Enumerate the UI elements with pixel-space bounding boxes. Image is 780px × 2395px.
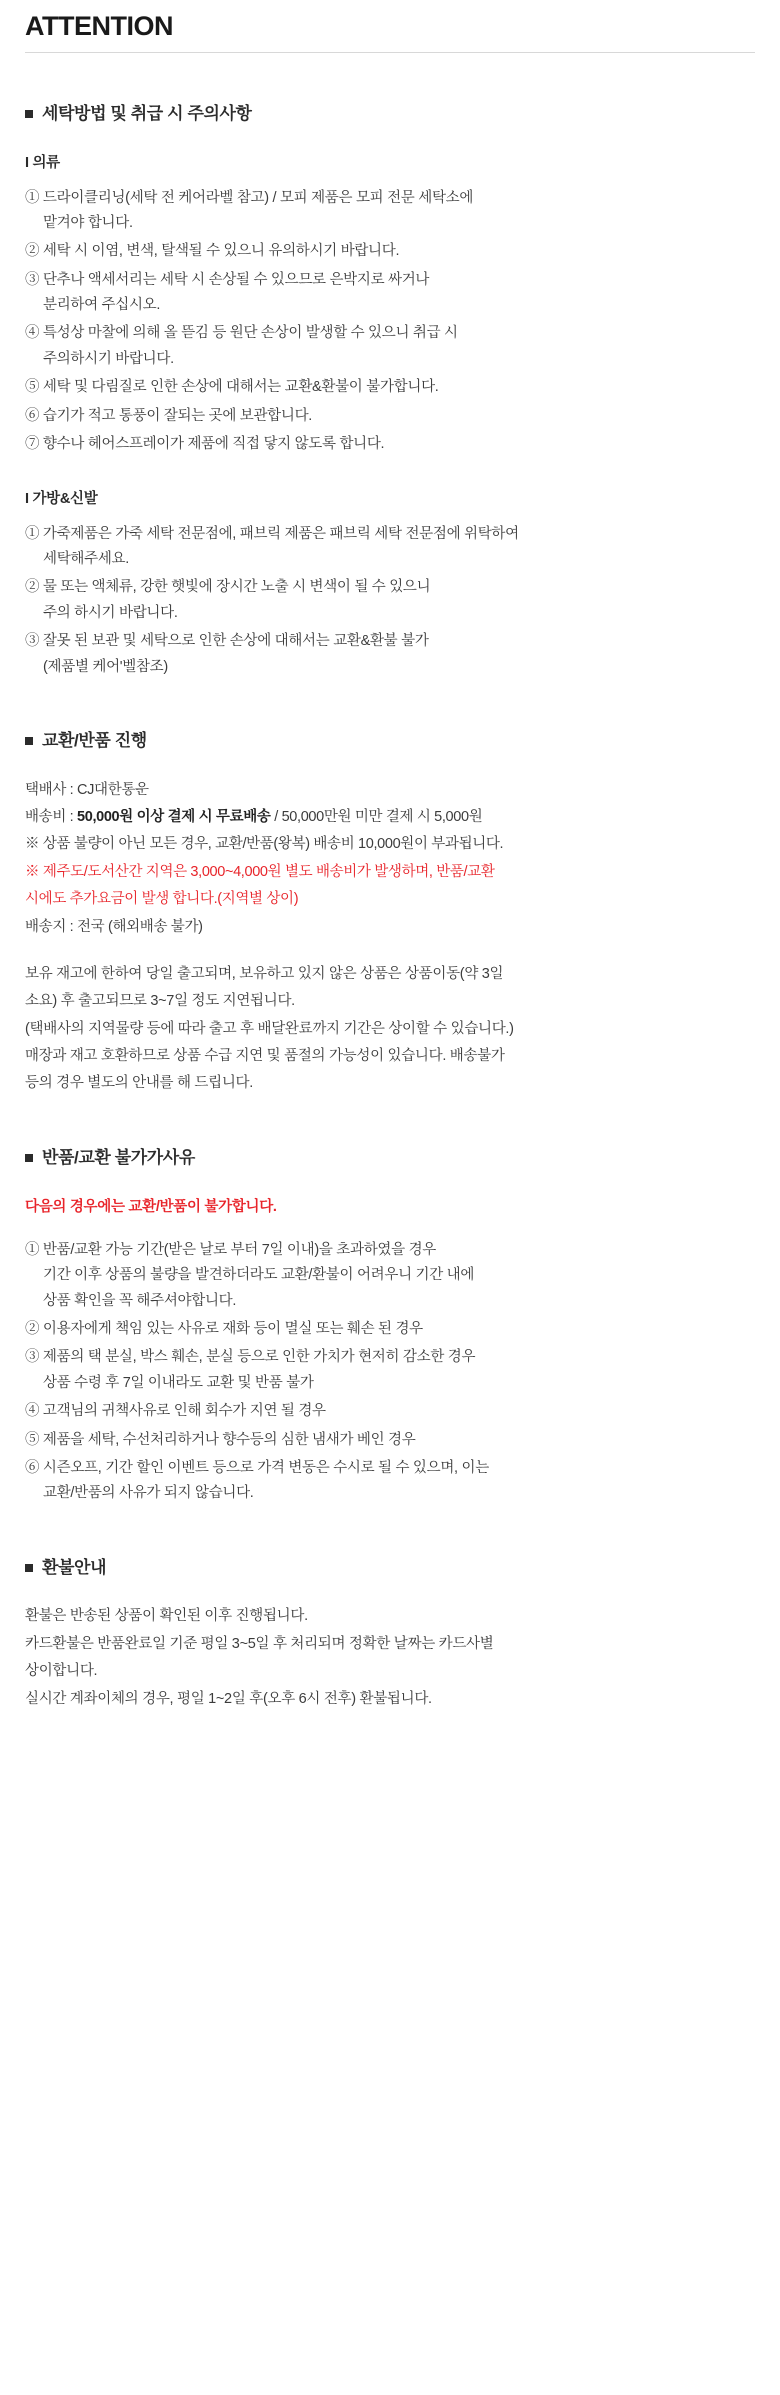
list-item-line: ⑤ 제품을 세탁, 수선처리하거나 향수등의 심한 냄새가 베인 경우: [25, 1431, 416, 1448]
list-item: [25, 375, 755, 400]
list-item-line: 세탁해주세요.: [43, 551, 129, 568]
list-item-line: 주의 하시기 바랍니다.: [43, 604, 178, 621]
destination-value: 전국 (해외배송 불가): [77, 918, 203, 935]
list-item: [25, 575, 755, 626]
shipping-note-1: ※ 상품 불량이 아닌 모든 경우, 교환/반품(왕복) 배송비 10,000원이 부과됩니다.: [25, 836, 504, 853]
section-heading-exchange: [25, 726, 755, 756]
bullet-square-icon: [25, 1154, 33, 1162]
shipping-fee-label: 배송비 :: [25, 809, 78, 826]
list-item-line: ⑥ 습기가 적고 통풍이 잘되는 곳에 보관합니다.: [25, 407, 313, 424]
section-heading-non-returnable: [25, 1143, 755, 1173]
refund-paragraph: 상이합니다.: [25, 1663, 98, 1680]
exchange-paragraph: 매장과 재고 호환하므로 상품 수급 지연 및 품절의 가능성이 있습니다. 배송불가: [25, 1048, 505, 1065]
list-item-line: ③ 단추나 액세서리는 세탁 시 손상될 수 있으므로 은박지로 싸거나: [25, 271, 430, 288]
section-heading-washing-label: 세탁방법 및 취급 시 주의사항: [42, 104, 252, 124]
shipping-fee-rest: / 50,000만원 미만 결제 시 5,000원: [270, 809, 483, 826]
bullet-square-icon: [25, 737, 33, 745]
refund-paragraph: 실시간 계좌이체의 경우, 평일 1~2일 후(오후 6시 전후) 환불됩니다.: [25, 1690, 432, 1707]
section-heading-washing: [25, 99, 755, 129]
list-item-line: ② 이용자에게 책임 있는 사유로 재화 등이 멸실 또는 훼손 된 경우: [25, 1321, 423, 1338]
list-item-line: ① 가죽제품은 가죽 세탁 전문점에, 패브릭 제품은 패브릭 세탁 전문점에 위탁하여: [25, 525, 519, 542]
list-item-line: ③ 잘못 된 보관 및 세탁으로 인한 손상에 대해서는 교환&환불 불가: [25, 633, 429, 650]
bags-shoes-item-list: [25, 522, 755, 680]
destination-label: 배송지 :: [25, 918, 78, 935]
list-item: [25, 522, 755, 573]
list-item-line: ⑥ 시즌오프, 기간 할인 이벤트 등으로 가격 변동은 수시로 될 수 있으며, 이는: [25, 1459, 489, 1476]
shipping-fee-free-threshold: 50,000원 이상 결제 시 무료배송: [77, 809, 271, 826]
group-clothing: [25, 151, 755, 457]
section-heading-refund: [25, 1553, 755, 1583]
courier-line: [25, 778, 755, 803]
list-item-line: 주의하시기 바랍니다.: [43, 350, 174, 367]
list-item: [25, 1317, 755, 1342]
list-item-line: 상품 확인을 꼭 해주셔야합니다.: [43, 1292, 237, 1309]
list-item: [25, 239, 755, 264]
courier-value: CJ대한통운: [77, 781, 149, 798]
exchange-paragraph: 등의 경우 별도의 안내를 해 드립니다.: [25, 1075, 253, 1092]
list-item-line: 분리하여 주십시오.: [43, 297, 161, 314]
destination-line: [25, 915, 755, 940]
non-returnable-notice: 다음의 경우에는 교환/반품이 불가합니다.: [25, 1198, 277, 1215]
list-item: [25, 1428, 755, 1453]
spacer: [25, 942, 755, 962]
list-item: [25, 186, 755, 237]
list-item-line: ② 세탁 시 이염, 변색, 탈색될 수 있으니 유의하시기 바랍니다.: [25, 243, 400, 260]
shipping-note-2-line1: ※ 제주도/도서산간 지역은 3,000~4,000원 별도 배송비가 발생하며, 반품/교환: [25, 863, 495, 880]
list-item-line: ⑦ 향수나 헤어스프레이가 제품에 직접 닿지 않도록 합니다.: [25, 435, 385, 452]
exchange-paragraph: (택배사의 지역물량 등에 따라 출고 후 배달완료까지 기간은 상이할 수 있습니다.): [25, 1020, 514, 1037]
list-item-line: 기간 이후 상품의 불량을 발견하더라도 교환/환불이 어려우니 기간 내에: [43, 1267, 475, 1284]
subheading-clothing: I 의류: [25, 155, 60, 172]
list-item-line: ③ 제품의 택 분실, 박스 훼손, 분실 등으로 인한 가치가 현저히 감소한 경우: [25, 1349, 476, 1366]
section-heading-refund-label: 환불안내: [42, 1557, 107, 1577]
list-item: [25, 1456, 755, 1507]
list-item-line: 상품 수령 후 7일 이내라도 교환 및 반품 불가: [43, 1374, 314, 1391]
list-item: [25, 1345, 755, 1396]
exchange-paragraph: 보유 재고에 한하여 당일 출고되며, 보유하고 있지 않은 상품은 상품이동(약 3일: [25, 965, 504, 982]
refund-paragraph: 환불은 반송된 상품이 확인된 이후 진행됩니다.: [25, 1608, 308, 1625]
list-item: [25, 432, 755, 457]
subheading-bags-shoes: I 가방&신발: [25, 491, 98, 508]
non-returnable-list: [25, 1238, 755, 1507]
page-title: ATTENTION: [25, 11, 173, 41]
list-item-line: 교환/반품의 사유가 되지 않습니다.: [43, 1485, 254, 1502]
exchange-paragraph: 소요) 후 출고되므로 3~7일 정도 지연됩니다.: [25, 993, 295, 1010]
list-item-line: (제품별 케어'벨참조): [43, 658, 168, 675]
list-item: [25, 629, 755, 680]
list-item: [25, 1399, 755, 1424]
list-item-line: ① 드라이클리닝(세탁 전 케어라벨 참고) / 모피 제품은 모피 전문 세탁소에: [25, 189, 474, 206]
section-non-returnable: [25, 1143, 755, 1507]
refund-paragraph: 카드환불은 반품완료일 기준 평일 3~5일 후 처리되며 정확한 날짜는 카드사별: [25, 1635, 494, 1652]
courier-label: 택배사 :: [25, 781, 78, 798]
bullet-square-icon: [25, 1564, 33, 1572]
list-item-line: ④ 특성상 마찰에 의해 올 뜯김 등 원단 손상이 발생할 수 있으니 취급 시: [25, 325, 458, 342]
clothing-item-list: [25, 186, 755, 458]
list-item-line: ① 반품/교환 가능 기간(받은 날로 부터 7일 이내)을 초과하였을 경우: [25, 1241, 436, 1258]
section-exchange: [25, 726, 755, 1097]
list-item-line: ④ 고객님의 귀책사유로 인해 회수가 지연 될 경우: [25, 1403, 326, 1420]
list-item-line: ⑤ 세탁 및 다림질로 인한 손상에 대해서는 교환&환불이 불가합니다.: [25, 379, 439, 396]
list-item: [25, 268, 755, 319]
section-heading-non-returnable-label: 반품/교환 불가가사유: [42, 1147, 195, 1167]
list-item-line: 맡겨야 합니다.: [43, 214, 133, 231]
bullet-square-icon: [25, 110, 33, 118]
section-washing: [25, 99, 755, 680]
list-item: [25, 1238, 755, 1314]
list-item: [25, 404, 755, 429]
shipping-fee-line: [25, 805, 755, 830]
title-divider: [25, 52, 755, 53]
list-item-line: ② 물 또는 액체류, 강한 햇빛에 장시간 노출 시 변색이 될 수 있으니: [25, 579, 431, 596]
section-refund: [25, 1553, 755, 1712]
shipping-note-2-line2: 시에도 추가요금이 발생 합니다.(지역별 상이): [25, 891, 299, 908]
title-block: [25, 0, 755, 53]
bottom-spacer: [25, 1714, 755, 1774]
section-heading-exchange-label: 교환/반품 진행: [42, 730, 147, 750]
group-bags-shoes: [25, 487, 755, 680]
list-item: [25, 321, 755, 372]
